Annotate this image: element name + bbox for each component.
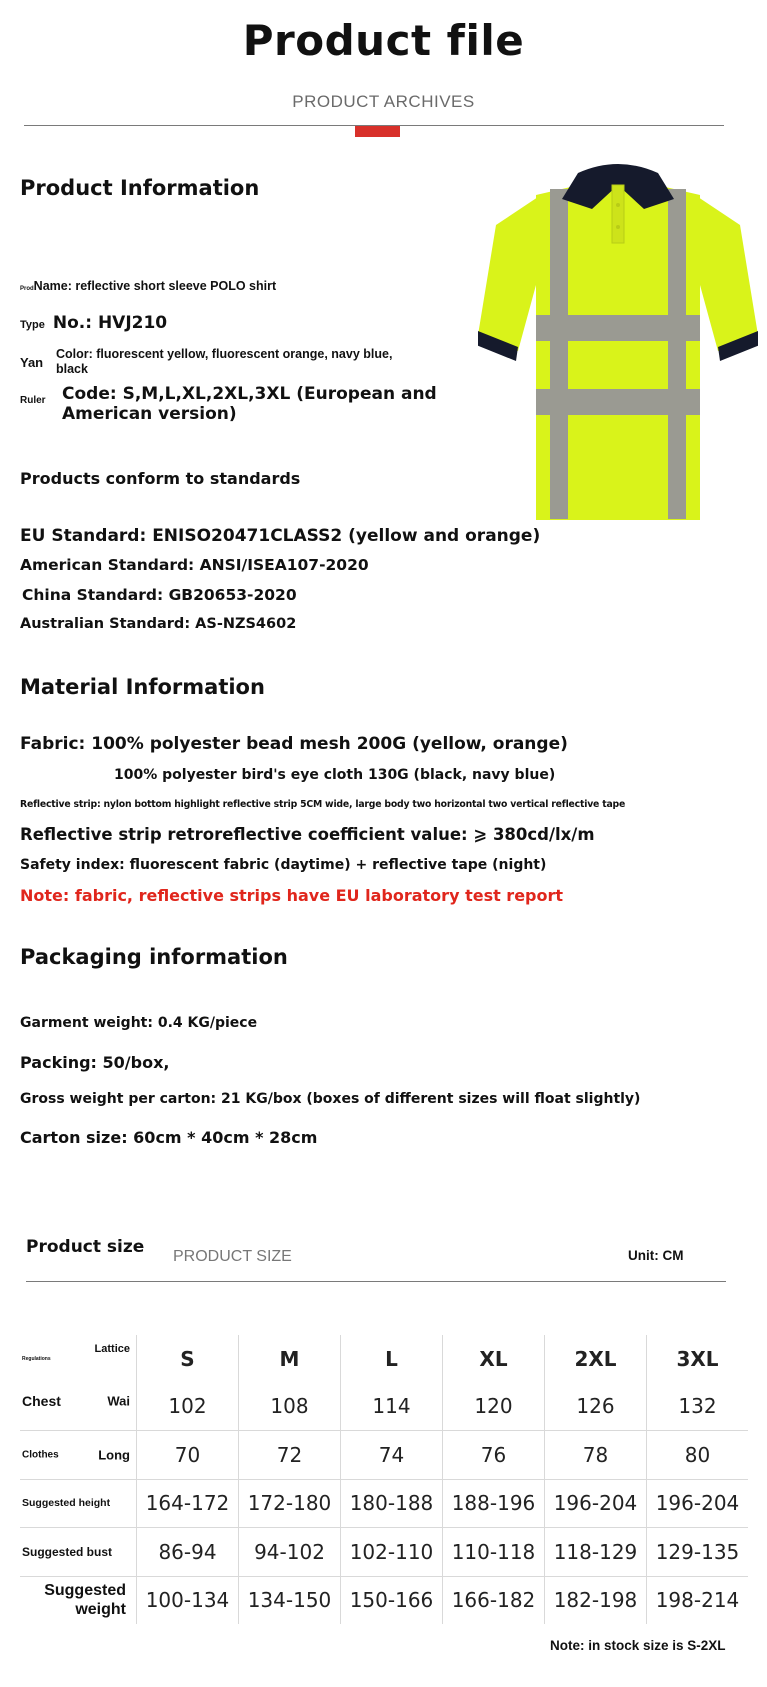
product-color: Color: fluorescent yellow, fluorescent orange, navy blue, black	[56, 347, 393, 376]
size-cell: 108	[239, 1383, 341, 1431]
size-row-length	[20, 1431, 748, 1480]
material-fabric: Fabric: 100% polyester bead mesh 200G (yellow, orange)	[20, 734, 568, 754]
material-fabric-secondary: 100% polyester bird's eye cloth 130G (black, navy blue)	[114, 767, 556, 783]
size-cell: 196-204	[647, 1479, 749, 1528]
size-cell: 126	[545, 1383, 647, 1431]
size-cell: 80	[647, 1431, 749, 1480]
size-row-label	[20, 1383, 137, 1431]
size-col-s: S	[137, 1335, 239, 1383]
size-cell: 196-204	[545, 1479, 647, 1528]
size-cell: 72	[239, 1431, 341, 1480]
size-row-label	[20, 1528, 137, 1577]
standard-australia: Australian Standard: AS-NZS4602	[20, 616, 297, 632]
size-row-chest-l1: Chest	[22, 1392, 61, 1409]
page-subtitle: PRODUCT ARCHIVES	[292, 92, 475, 111]
size-col-l: L	[341, 1335, 443, 1383]
size-row-weight	[20, 1576, 748, 1624]
size-cell: 166-182	[443, 1576, 545, 1624]
product-color-row	[20, 347, 420, 377]
shirt-placket	[612, 185, 624, 243]
size-cell: 94-102	[239, 1528, 341, 1577]
size-cell: 102-110	[341, 1528, 443, 1577]
size-row-bust	[20, 1528, 748, 1577]
product-size-row	[20, 384, 440, 424]
size-cell: 172-180	[239, 1479, 341, 1528]
material-safety-index: Safety index: fluorescent fabric (daytime) + reflective tape (night)	[20, 857, 547, 873]
packaging-gross-weight: Gross weight per carton: 21 KG/box (boxes of different sizes will float slightly)	[20, 1091, 641, 1107]
size-cell: 100-134	[137, 1576, 239, 1624]
size-cell: 132	[647, 1383, 749, 1431]
size-cell: 182-198	[545, 1576, 647, 1624]
size-col-m: M	[239, 1335, 341, 1383]
size-row-length-l2: Long	[98, 1447, 130, 1463]
size-subheading: PRODUCT SIZE	[173, 1248, 292, 1265]
size-cell: 150-166	[341, 1576, 443, 1624]
size-cell: 86-94	[137, 1528, 239, 1577]
size-cell: 110-118	[443, 1528, 545, 1577]
packaging-carton-size: Carton size: 60cm * 40cm * 28cm	[20, 1128, 318, 1147]
packaging-heading: Packaging information	[20, 945, 288, 969]
shirt-horizontal-tape-bottom	[536, 389, 700, 415]
size-cell: 188-196	[443, 1479, 545, 1528]
size-cell: 198-214	[655, 1588, 740, 1613]
size-header-regulations: Regulations	[22, 1355, 51, 1362]
product-size-prefix: Ruler	[20, 395, 46, 406]
size-cell: 120	[443, 1383, 545, 1431]
product-info-heading: Product Information	[20, 176, 260, 200]
size-row-chest	[20, 1383, 748, 1431]
material-test-note: Note: fabric, reflective strips have EU laboratory test report	[20, 886, 564, 905]
material-coefficient: Reflective strip retroreflective coefficient value: ⩾ 380cd/lx/m	[20, 825, 595, 844]
product-type-row	[20, 313, 167, 333]
page-title: Product file	[242, 16, 525, 65]
size-col-2xl: 2XL	[545, 1335, 647, 1383]
size-divider	[26, 1281, 726, 1282]
size-cell: 78	[545, 1431, 647, 1480]
size-row-chest-l2: Wai	[107, 1393, 130, 1409]
product-name-row	[20, 279, 276, 293]
size-table-corner	[20, 1335, 137, 1383]
size-col-3xl: 3XL	[676, 1346, 719, 1371]
standards-heading: Products conform to standards	[20, 469, 301, 488]
shirt-button-1	[616, 203, 620, 207]
size-row-label	[20, 1576, 137, 1624]
size-cell: 180-188	[341, 1479, 443, 1528]
size-stock-note: Note: in stock size is S-2XL	[550, 1638, 726, 1653]
size-row-height-l1: Suggested height	[22, 1497, 111, 1510]
shirt-button-2	[616, 225, 620, 229]
packaging-packing: Packing: 50/box,	[20, 1053, 170, 1072]
packaging-garment-weight: Garment weight: 0.4 KG/piece	[20, 1015, 258, 1031]
size-cell: 74	[341, 1431, 443, 1480]
size-row-bust-l1: Suggested bust	[22, 1544, 113, 1559]
standard-us: American Standard: ANSI/ISEA107-2020	[20, 556, 369, 574]
polo-shirt-illustration	[478, 155, 758, 527]
size-cell: 118-129	[545, 1528, 647, 1577]
size-row-height	[20, 1479, 748, 1528]
size-row-length-l1: Clothes	[22, 1449, 59, 1461]
size-row-label	[20, 1479, 137, 1528]
size-unit: Unit: CM	[628, 1248, 684, 1263]
shirt-vertical-tape-right	[668, 189, 686, 519]
size-cell: 129-135	[647, 1528, 749, 1577]
material-strip: Reflective strip: nylon bottom highlight reflective strip 5CM wide, large body two horizontal two vertical reflective tape	[20, 799, 626, 810]
size-cell: 164-172	[137, 1479, 239, 1528]
shirt-vertical-tape-left	[550, 189, 568, 519]
standard-china: China Standard: GB20653-2020	[22, 586, 297, 604]
product-name: Name: reflective short sleeve POLO shirt	[33, 279, 277, 293]
header-accent-bar	[355, 126, 400, 137]
size-row-label	[20, 1431, 137, 1480]
size-header-lattice: Lattice	[94, 1343, 130, 1356]
size-table-header-row	[20, 1335, 748, 1383]
product-color-prefix: Yan	[20, 355, 44, 370]
shirt-horizontal-tape-top	[536, 315, 700, 341]
product-type: No.: HVJ210	[52, 313, 168, 333]
size-row-weight-l1: Suggested weight	[44, 1582, 126, 1619]
size-cell: 70	[137, 1431, 239, 1480]
shirt-right-sleeve	[698, 197, 758, 351]
product-name-prefix: Prod	[20, 286, 34, 292]
size-col-xl: XL	[443, 1335, 545, 1383]
size-cell: 114	[341, 1383, 443, 1431]
product-type-prefix: Type	[20, 319, 45, 331]
material-heading: Material Information	[20, 675, 265, 699]
shirt-left-sleeve	[478, 197, 538, 351]
size-cell: 102	[137, 1383, 239, 1431]
size-table	[20, 1335, 748, 1624]
standard-eu: EU Standard: ENISO20471CLASS2 (yellow and orange)	[20, 526, 541, 546]
size-cell: 76	[443, 1431, 545, 1480]
product-size-codes: Code: S,M,L,XL,2XL,3XL (European and American version)	[62, 384, 437, 424]
size-cell: 134-150	[239, 1576, 341, 1624]
size-heading: Product size	[26, 1237, 145, 1257]
